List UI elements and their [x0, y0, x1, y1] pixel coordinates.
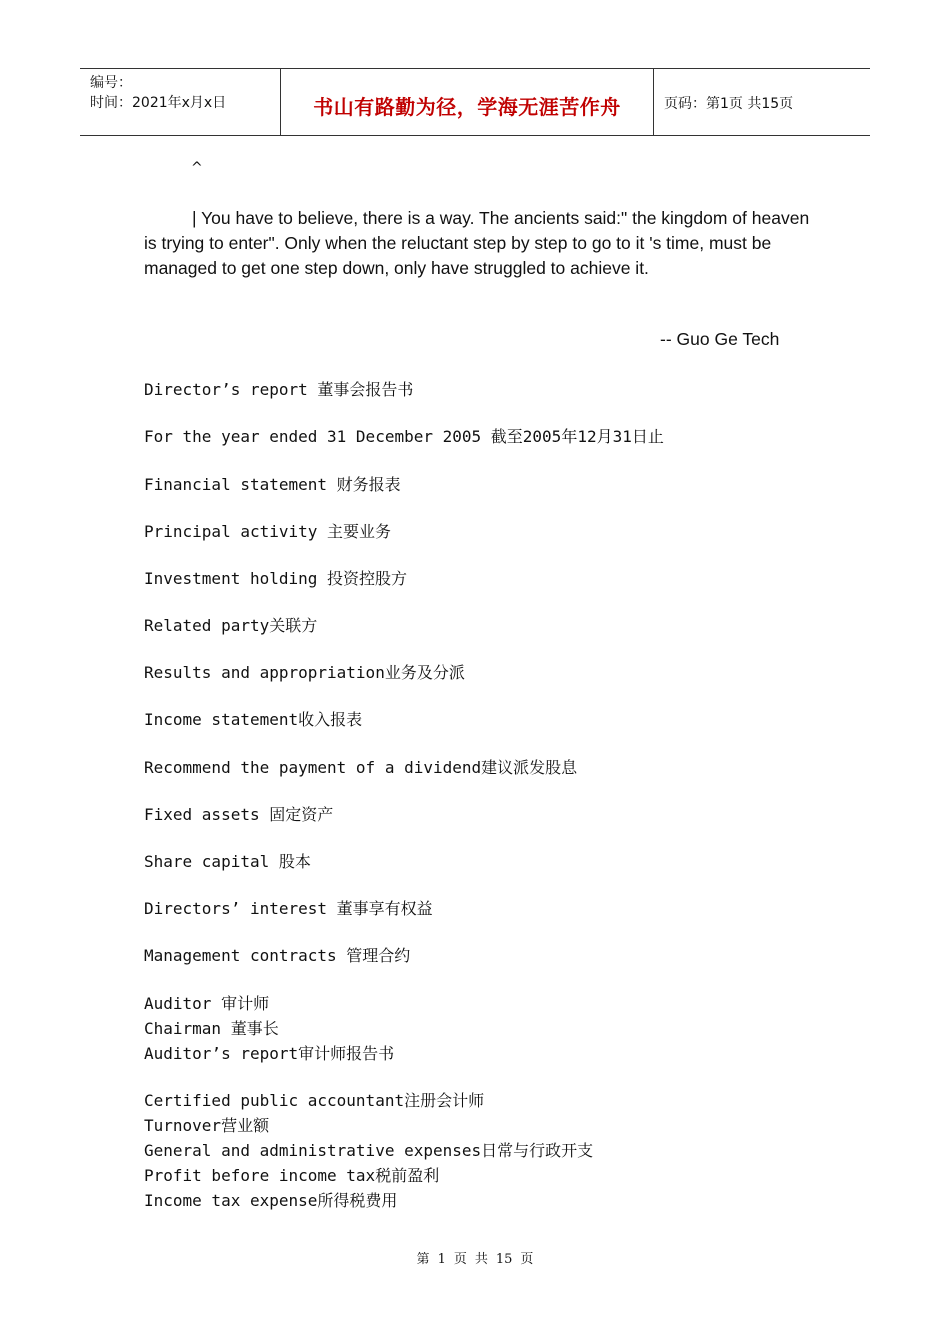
quote-attribution: -- Guo Ge Tech: [660, 329, 780, 349]
footer-prefix: 第: [416, 1252, 430, 1267]
header-motto: 书山有路勤为径，学海无涯苦作舟: [313, 95, 621, 119]
term-line: Management contracts 管理合约: [144, 946, 411, 965]
term-line: Profit before income tax税前盈利: [144, 1166, 440, 1185]
term-line: Share capital 股本: [144, 852, 311, 871]
footer-total-unit: 页: [520, 1252, 534, 1267]
serial-label: 编号：: [90, 75, 132, 91]
header-meta: [80, 69, 281, 135]
term-line: Investment holding 投资控股方: [144, 569, 408, 588]
term-line: Income tax expense所得税费用: [144, 1191, 398, 1210]
page-header: [80, 68, 870, 136]
term-line: Auditor’s report审计师报告书: [144, 1044, 395, 1063]
term-line: Turnover营业额: [144, 1116, 270, 1135]
term-line: Certified public accountant注册会计师: [144, 1091, 485, 1110]
term-line: Chairman 董事长: [144, 1019, 279, 1038]
footer-page-unit: 页: [453, 1252, 467, 1267]
footer-page-number: 1: [437, 1252, 446, 1267]
quote-paragraph: | You have to believe, there is a way. The ancients said:" the kingdom of heaven is trying to enter". Only when the reluctant step by step to go to it 's time, must be managed to get one step down, only have struggled to achieve it.: [144, 208, 810, 278]
term-line: Fixed assets 固定资产: [144, 805, 334, 824]
term-line: Financial statement 财务报表: [144, 475, 401, 494]
term-line: Recommend the payment of a dividend建议派发股息: [144, 758, 578, 777]
term-line: Results and appropriation业务及分派: [144, 663, 465, 682]
footer-total-pages: 15: [495, 1252, 513, 1267]
term-line: Auditor 审计师: [144, 994, 270, 1013]
term-line: Principal activity 主要业务: [144, 522, 392, 541]
term-line: For the year ended 31 December 2005 截至2005年12月31日止: [144, 427, 664, 446]
time-label: 时间：2021年x月x日: [90, 95, 227, 111]
header-page-info: 页码：第1页 共15页: [664, 96, 794, 112]
page-footer: [0, 1248, 950, 1267]
term-line: Income statement收入报表: [144, 710, 363, 729]
footer-total-prefix: 共: [474, 1252, 488, 1267]
term-line: Director’s report 董事会报告书: [144, 380, 414, 399]
term-line: Directors’ interest 董事享有权益: [144, 899, 433, 918]
header-motto-cell: [281, 69, 654, 135]
term-line: Related party关联方: [144, 616, 318, 635]
caret-mark: ^: [191, 160, 203, 176]
term-line: General and administrative expenses日常与行政开支: [144, 1141, 594, 1160]
